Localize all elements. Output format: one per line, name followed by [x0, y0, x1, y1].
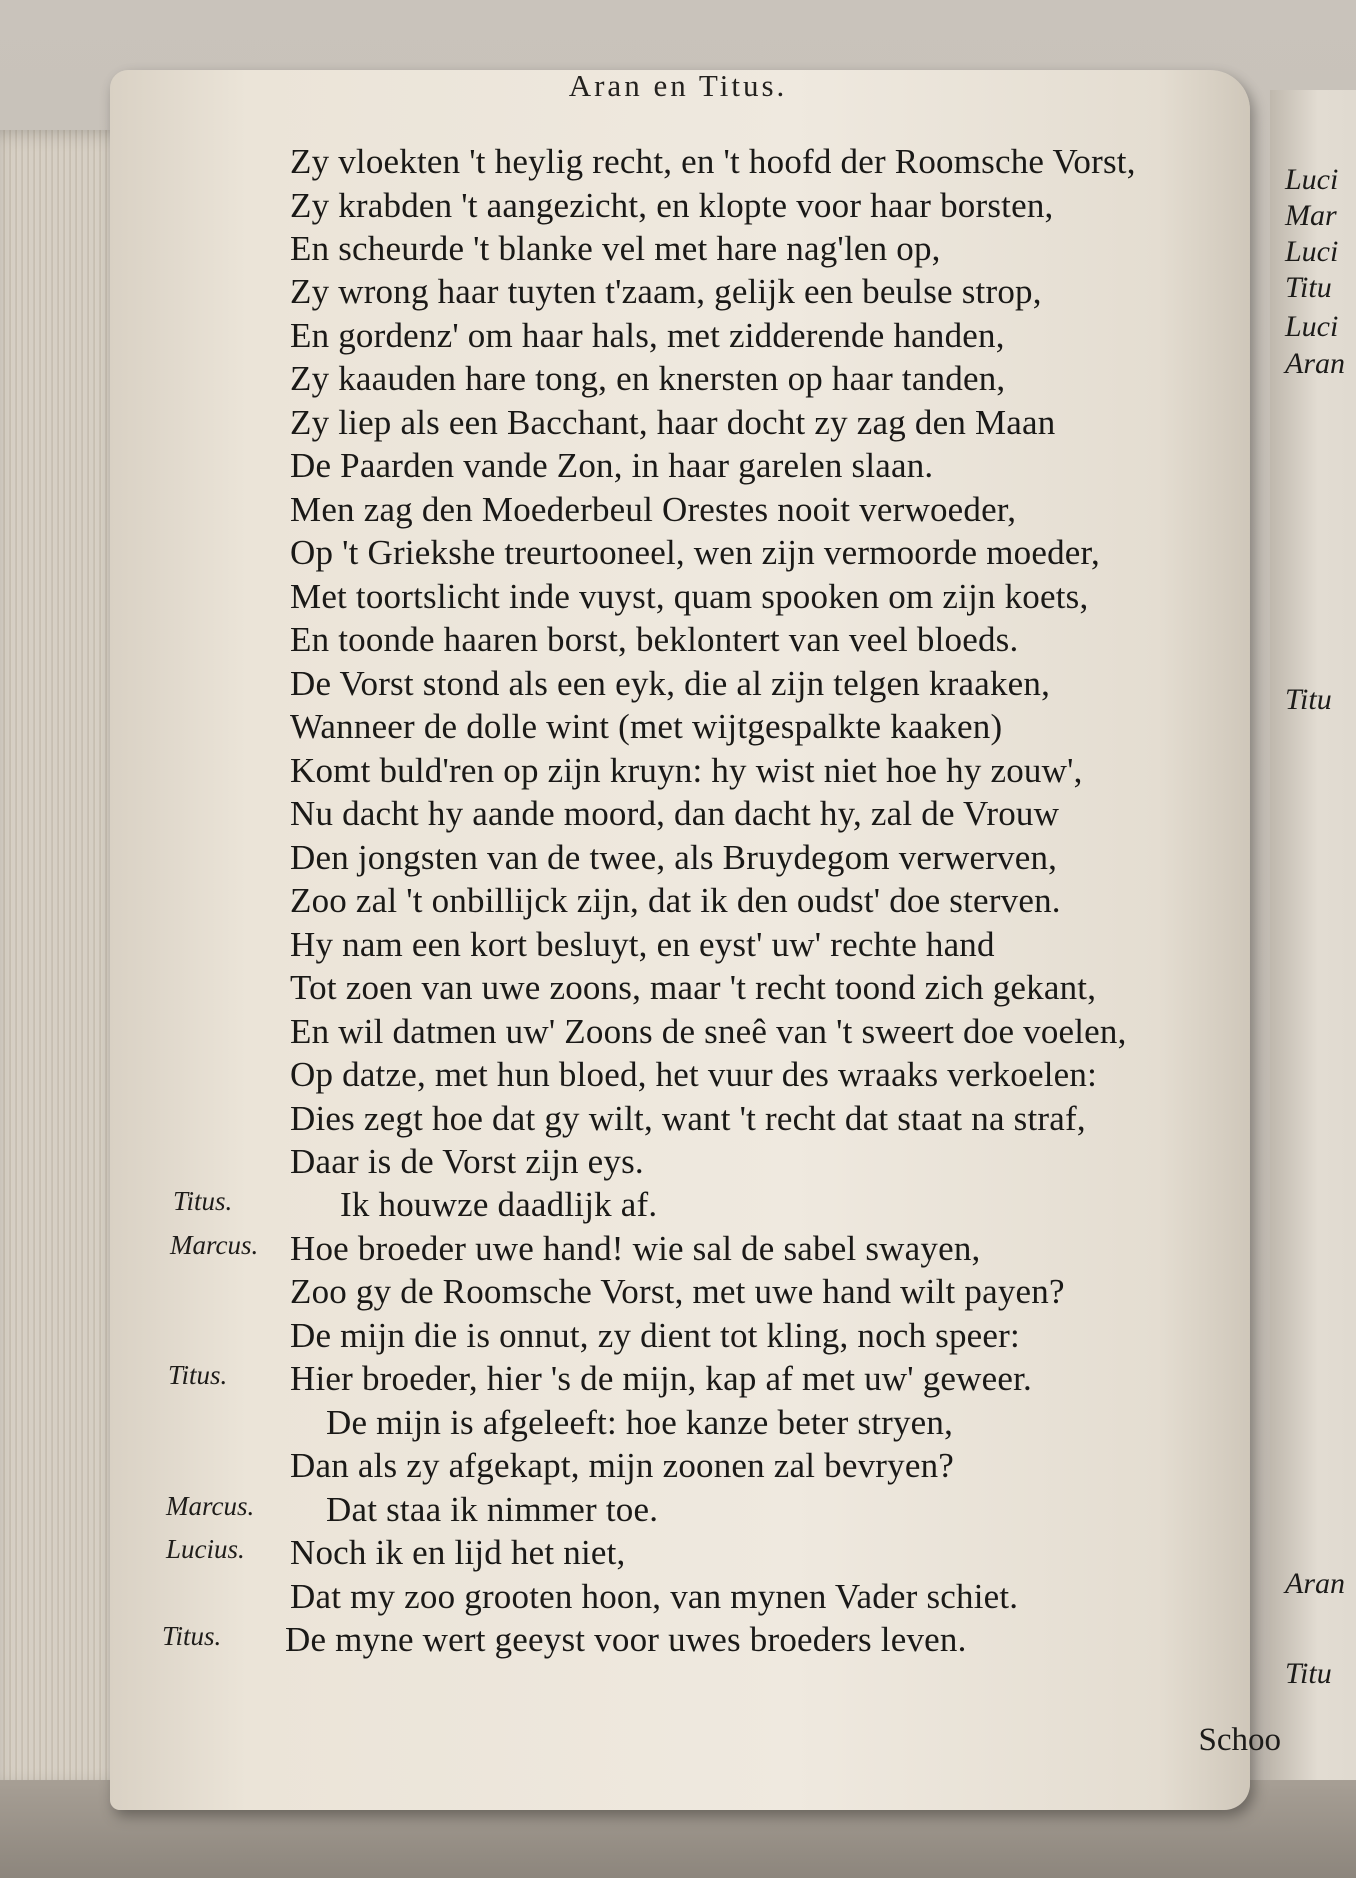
facing-speaker: Luci — [1285, 310, 1339, 343]
verse-line: Zy liep als een Bacchant, haar docht zy zag den Maan — [290, 403, 1056, 442]
verse-line: De mijn die is onnut, zy dient tot kling, noch speer: — [290, 1316, 1020, 1355]
facing-speaker: Aran — [1285, 1567, 1345, 1600]
verse-line: Zy krabden 't aangezicht, en klopte voor haar borsten, — [290, 186, 1054, 225]
verse-line: Nu dacht hy aande moord, dan dacht hy, zal de Vrouw — [290, 794, 1060, 833]
facing-speaker: Titu — [1285, 683, 1332, 716]
speaker-label: Marcus. — [166, 1491, 255, 1521]
verse-line: Dan als zy afgekapt, mijn zoonen zal bevryen? — [290, 1446, 955, 1485]
facing-speaker: Luci — [1285, 235, 1339, 268]
verse-line: Hier broeder, hier 's de mijn, kap af met uw' geweer. — [290, 1359, 1032, 1398]
verse-line: Dies zegt hoe dat gy wilt, want 't recht dat staat na straf, — [290, 1099, 1086, 1138]
verse-line: Hy nam een kort besluyt, en eyst' uw' rechte hand — [290, 925, 995, 964]
speaker-label: Titus. — [173, 1186, 233, 1216]
verse-line: Ik houwze daadlijk af. — [340, 1185, 658, 1224]
verse-line: Komt buld'ren op zijn kruyn: hy wist niet hoe hy zouw', — [290, 751, 1083, 790]
verse-line: De Paarden vande Zon, in haar garelen slaan. — [290, 446, 934, 485]
verse-line: De myne wert geeyst voor uwes broeders leven. — [285, 1620, 967, 1659]
verse-line: Op datze, met hun bloed, het vuur des wraaks verkoelen: — [290, 1055, 1097, 1094]
facing-speaker: Luci — [1285, 163, 1339, 196]
catchword: Schoo — [1198, 1722, 1281, 1758]
verse-line: Tot zoen van uwe zoons, maar 't recht toond zich gekant, — [290, 968, 1097, 1007]
verse-line: En scheurde 't blanke vel met hare nag'len op, — [290, 229, 941, 268]
verse-line: Daar is de Vorst zijn eys. — [290, 1142, 644, 1181]
verse-line: En wil datmen uw' Zoons de sneê van 't sweert doe voelen, — [290, 1012, 1127, 1051]
facing-speaker: Titu — [1285, 271, 1332, 304]
verse-line: De mijn is afgeleeft: hoe kanze beter stryen, — [326, 1403, 954, 1442]
facing-speaker: Titu — [1285, 1657, 1332, 1690]
verse-line: Op 't Griekshe treurtooneel, wen zijn vermoorde moeder, — [290, 533, 1100, 572]
verse-line: Dat staa ik nimmer toe. — [326, 1490, 659, 1529]
speaker-label: Titus. — [162, 1621, 222, 1651]
running-header: Aran en Titus. — [568, 68, 788, 103]
speaker-label: Titus. — [168, 1360, 228, 1390]
verse-line: En gordenz' om haar hals, met zidderende handen, — [290, 316, 1005, 355]
verse-line: Dat my zoo grooten hoon, van mynen Vader schiet. — [290, 1577, 1019, 1616]
verse-line: Met toortslicht inde vuyst, quam spooken om zijn koets, — [290, 577, 1089, 616]
speaker-label: Lucius. — [166, 1534, 245, 1564]
verse-line: De Vorst stond als een eyk, die al zijn telgen kraaken, — [290, 664, 1051, 703]
verse-line: Zy kaauden hare tong, en knersten op haar tanden, — [290, 359, 1006, 398]
verse-line: Noch ik en lijd het niet, — [290, 1533, 626, 1572]
verse-line: Zoo gy de Roomsche Vorst, met uwe hand wilt payen? — [290, 1272, 1065, 1311]
speaker-label: Marcus. — [170, 1230, 259, 1260]
verse-line: Men zag den Moederbeul Orestes nooit verwoeder, — [290, 490, 1017, 529]
verse-line: En toonde haaren borst, beklontert van veel bloeds. — [290, 620, 1019, 659]
verse-line: Zy wrong haar tuyten t'zaam, gelijk een beulse strop, — [290, 272, 1042, 311]
verse-line: Zy vloekten 't heylig recht, en 't hoofd der Roomsche Vorst, — [290, 142, 1136, 181]
verse-line: Den jongsten van de twee, als Bruydegom verwerven, — [290, 838, 1058, 877]
verse-line: Wanneer de dolle wint (met wijtgespalkte kaaken) — [290, 707, 1003, 746]
verse-line: Zoo zal 't onbillijck zijn, dat ik den oudst' doe sterven. — [290, 881, 1061, 920]
facing-page — [1270, 90, 1356, 1790]
verse-line: Hoe broeder uwe hand! wie sal de sabel swayen, — [290, 1229, 981, 1268]
facing-speaker: Aran — [1285, 347, 1345, 380]
facing-speaker: Mar — [1285, 199, 1337, 232]
